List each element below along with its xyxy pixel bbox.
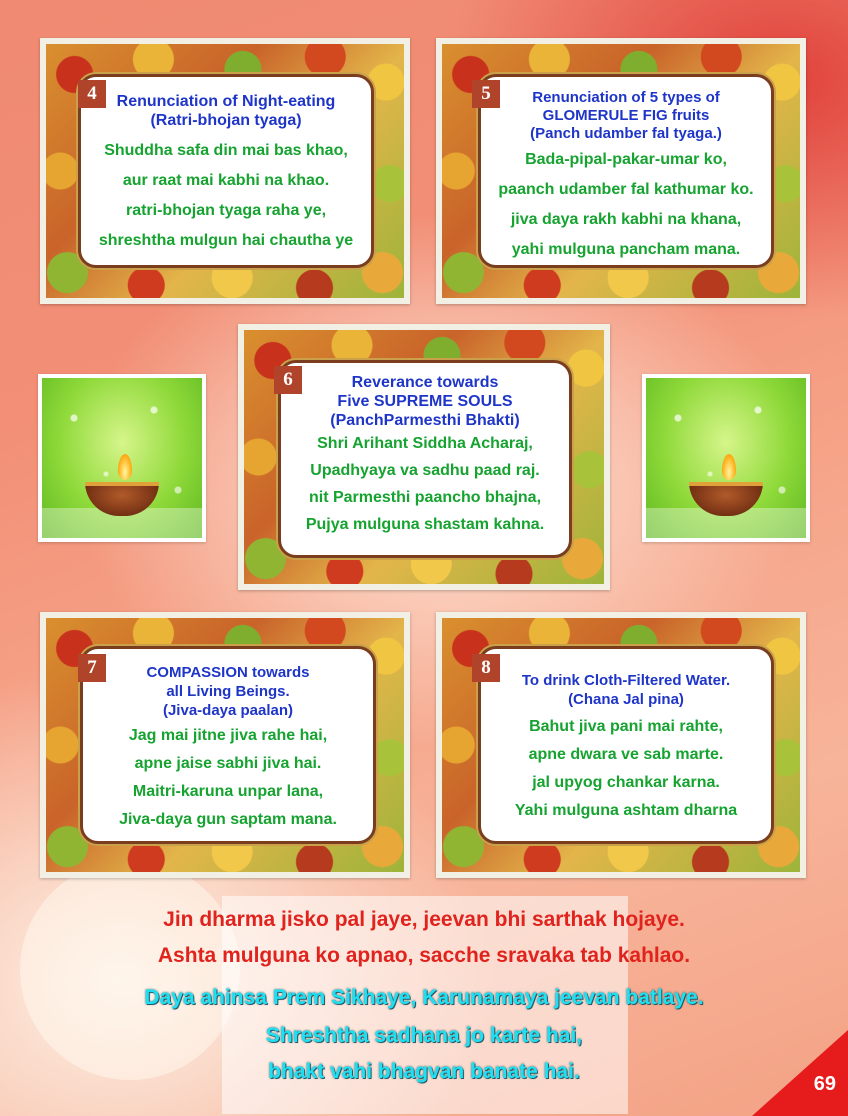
card-8 [436, 612, 806, 878]
poem-line: Ashta mulguna ko apnao, sacche sravaka tab kahlao. [157, 944, 691, 967]
card-title [481, 89, 771, 143]
leaf-border [46, 44, 404, 298]
diya-image-left [38, 374, 206, 542]
card-content [478, 74, 774, 268]
poem-line: Daya ahinsa Prem Sikhaye, Karunamaya jeevan batlaye. [144, 986, 704, 1009]
card-verse [83, 722, 373, 834]
title-line: all Living Beings. [166, 683, 290, 700]
leaf-border [442, 618, 800, 872]
verse-line: aur raat mai kabhi na khao. [122, 172, 330, 189]
verse-line: yahi mulguna pancham mana. [511, 241, 741, 258]
card-5 [436, 38, 806, 304]
leaf-border [442, 44, 800, 298]
title-line: Renunciation of Night-eating [116, 93, 336, 110]
card-verse [481, 145, 771, 265]
poem-line: Shreshtha sadhana jo karte hai, [265, 1024, 583, 1047]
verse-line: nit Parmesthi paancho bhajna, [308, 489, 542, 506]
verse-line: Maitri-karuna unpar lana, [132, 783, 324, 800]
card-title [481, 671, 771, 709]
title-line: (Panch udamber fal tyaga.) [530, 125, 722, 142]
title-line: Renunciation of 5 types of [532, 89, 720, 106]
verse-line: Pujya mulguna shastam kahna. [305, 516, 545, 533]
verse-line: Jag mai jitne jiva rahe hai, [128, 727, 328, 744]
poem-line: bhakt vahi bhagvan banate hai. [268, 1060, 580, 1083]
title-line: GLOMERULE FIG fruits [542, 107, 710, 124]
verse-line: apne jaise sabhi jiva hai. [134, 755, 322, 772]
card-number: 4 [78, 80, 106, 108]
verse-line: Bahut jiva pani mai rahte, [529, 718, 723, 735]
card-verse [281, 430, 569, 538]
card-content [80, 646, 376, 844]
title-line: Five SUPREME SOULS [337, 393, 513, 410]
diya-image-right [642, 374, 810, 542]
leaf-border [46, 618, 404, 872]
title-line: To drink Cloth-Filtered Water. [521, 672, 731, 689]
poem-line: Jin dharma jisko pal jaye, jeevan bhi sarthak hojaye. [163, 908, 685, 931]
card-7 [40, 612, 410, 878]
title-line: (Jiva-daya paalan) [162, 702, 294, 719]
card-number: 8 [472, 654, 500, 682]
flame-icon [722, 454, 736, 480]
card-number: 7 [78, 654, 106, 682]
card-number: 6 [274, 366, 302, 394]
verse-line: Jiva-daya gun saptam mana. [119, 811, 337, 828]
verse-line: paanch udamber fal kathumar ko. [498, 181, 754, 198]
card-content [78, 74, 374, 268]
leaf-border [244, 330, 604, 584]
title-line: (Ratri-bhojan tyaga) [150, 112, 302, 129]
card-4 [40, 38, 410, 304]
card-content [278, 360, 572, 558]
card-content [478, 646, 774, 844]
verse-line: Upadhyaya va sadhu paad raj. [310, 462, 540, 479]
title-line: (Chana Jal pina) [568, 691, 684, 708]
card-6 [238, 324, 610, 590]
verse-line: Shri Arihant Siddha Acharaj, [317, 435, 533, 452]
verse-line: jiva daya rakh kabhi na khana, [510, 211, 742, 228]
verse-line: shreshtha mulgun hai chautha ye [98, 232, 354, 249]
card-verse [481, 713, 771, 825]
verse-line: Yahi mulguna ashtam dharna [514, 802, 738, 819]
title-line: COMPASSION towards [146, 664, 310, 681]
verse-line: Bada-pipal-pakar-umar ko, [525, 151, 727, 168]
verse-line: apne dwara ve sab marte. [528, 746, 724, 763]
card-title [81, 92, 371, 130]
verse-line: Shuddha safa din mai bas khao, [104, 142, 348, 159]
card-title [281, 373, 569, 430]
card-number: 5 [472, 80, 500, 108]
flame-icon [118, 454, 132, 480]
page-number: 69 [813, 1073, 836, 1095]
title-line: Reverance towards [351, 374, 499, 391]
card-title [83, 663, 373, 720]
card-verse [81, 136, 371, 256]
title-line: (PanchParmesthi Bhakti) [330, 412, 520, 429]
verse-line: jal upyog chankar karna. [532, 774, 720, 791]
verse-line: ratri-bhojan tyaga raha ye, [125, 202, 327, 219]
